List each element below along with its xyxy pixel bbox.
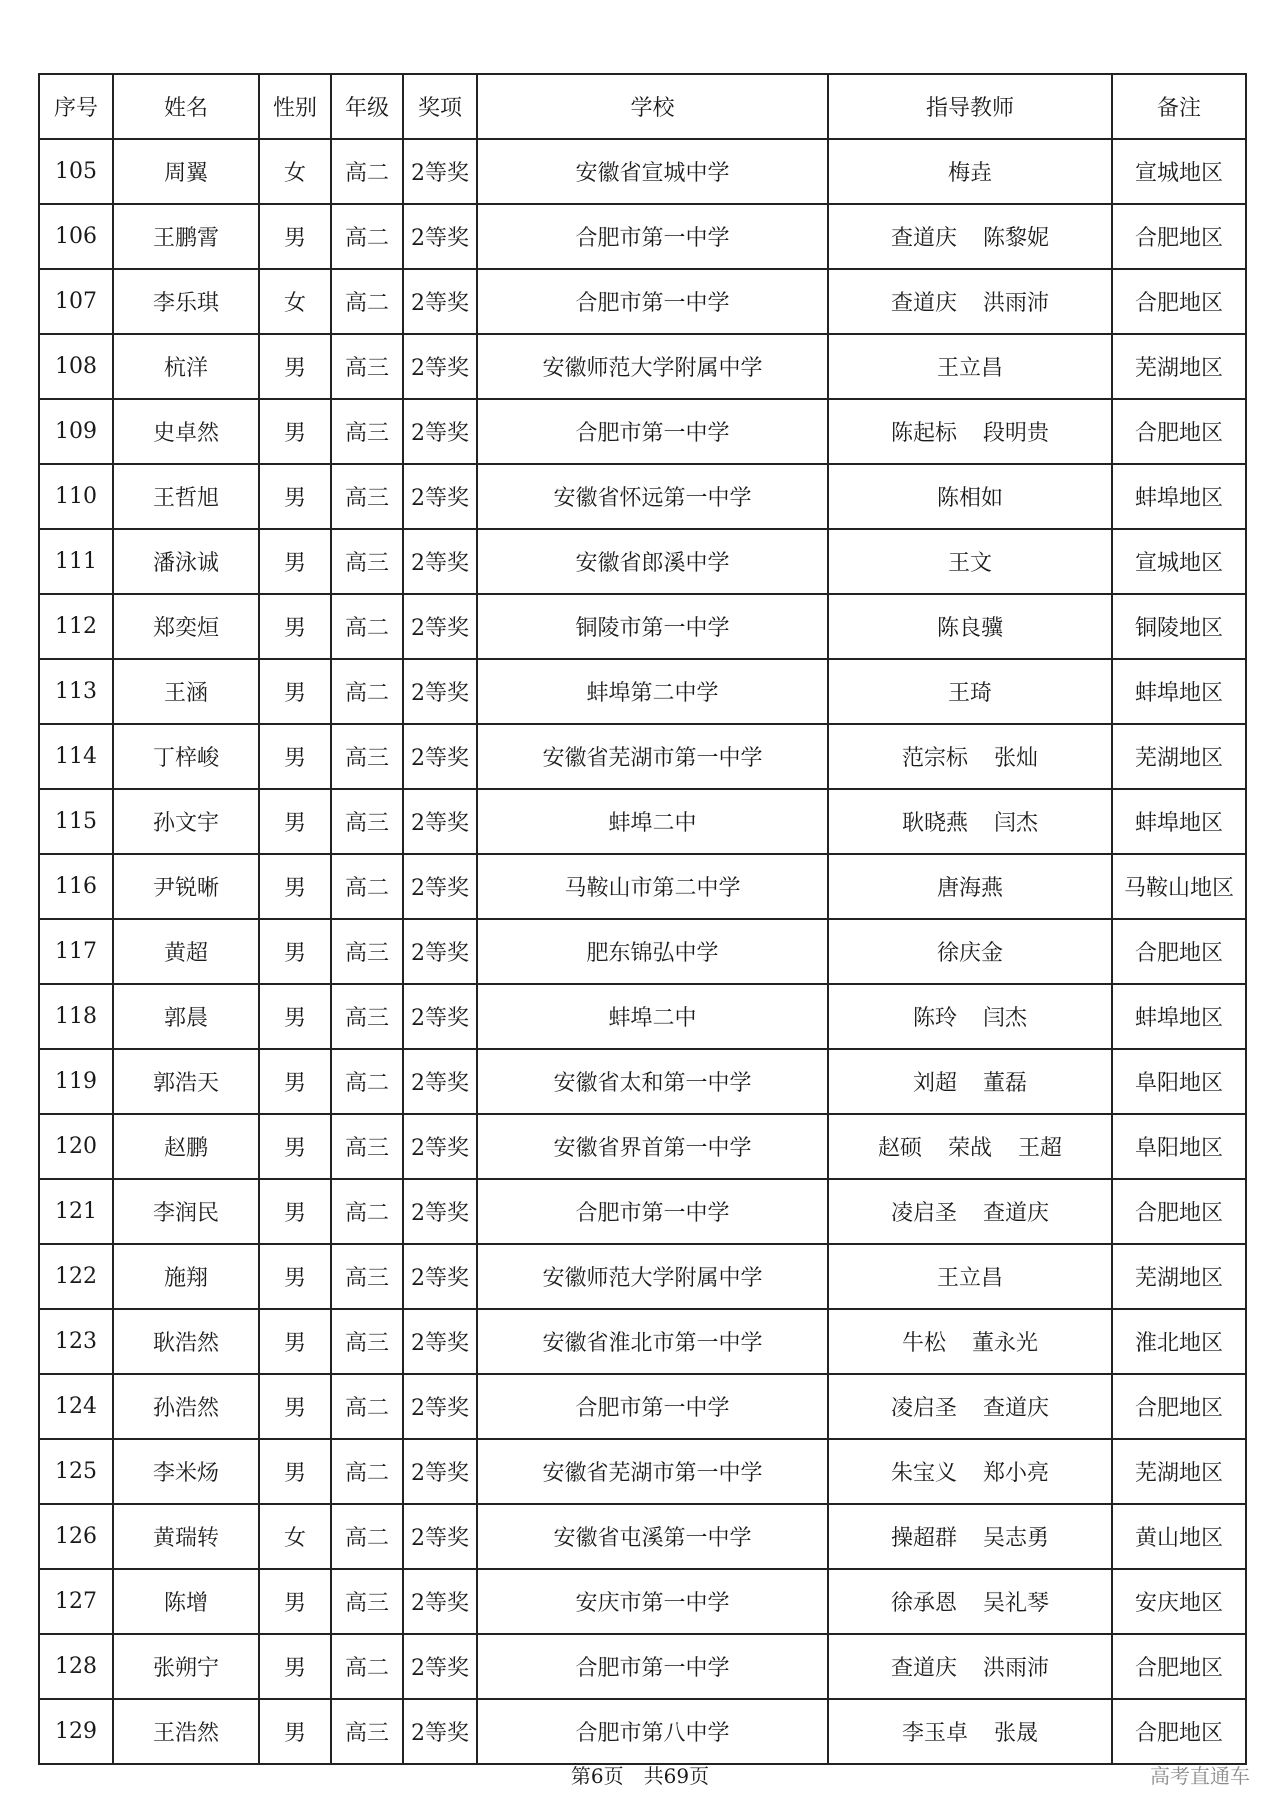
- teacher-name: 张晟: [994, 1721, 1039, 1746]
- cell-gender: 男: [259, 789, 331, 854]
- cell-grade: 高二: [331, 1504, 403, 1569]
- cell-note: 蚌埠地区: [1112, 659, 1246, 724]
- cell-note: 合肥地区: [1112, 1634, 1246, 1699]
- table-row: [39, 1049, 1246, 1114]
- cell-grade: 高二: [331, 1049, 403, 1114]
- cell-school: 安徽省太和第一中学: [477, 1049, 828, 1114]
- cell-name: 史卓然: [113, 399, 259, 464]
- table-row: [39, 399, 1246, 464]
- cell-name: 李润民: [113, 1179, 259, 1244]
- cell-award: 2等奖: [403, 269, 477, 334]
- cell-name: 张朔宁: [113, 1634, 259, 1699]
- cell-school: 合肥市第一中学: [477, 1374, 828, 1439]
- cell-grade: 高三: [331, 919, 403, 984]
- table-row: [39, 464, 1246, 529]
- cell-grade: 高二: [331, 1374, 403, 1439]
- cell-note: 铜陵地区: [1112, 594, 1246, 659]
- teacher-name: 闫杰: [983, 1006, 1028, 1031]
- table-row: [39, 1569, 1246, 1634]
- teacher-name: 王超: [1018, 1136, 1063, 1161]
- cell-name: 施翔: [113, 1244, 259, 1309]
- cell-grade: 高三: [331, 1114, 403, 1179]
- teacher-name: 查道庆: [890, 291, 957, 316]
- cell-grade: 高二: [331, 659, 403, 724]
- cell-gender: 男: [259, 464, 331, 529]
- teacher-name: 陈玲: [912, 1006, 957, 1031]
- awards-table: [38, 73, 1247, 1765]
- cell-grade: 高二: [331, 204, 403, 269]
- cell-note: 合肥地区: [1112, 1374, 1246, 1439]
- cell-award: 2等奖: [403, 334, 477, 399]
- teacher-name: 王文: [947, 551, 992, 576]
- teacher-name: 陈起标: [890, 421, 957, 446]
- cell-note: 宣城地区: [1112, 139, 1246, 204]
- cell-seq: 114: [39, 724, 113, 789]
- cell-name: 王涵: [113, 659, 259, 724]
- cell-seq: 126: [39, 1504, 113, 1569]
- cell-gender: 男: [259, 399, 331, 464]
- header-school: 学校: [477, 74, 828, 139]
- table-row: [39, 1504, 1246, 1569]
- cell-teachers: [828, 1504, 1112, 1569]
- cell-teachers: [828, 659, 1112, 724]
- cell-teachers: [828, 464, 1112, 529]
- cell-award: 2等奖: [403, 1569, 477, 1634]
- cell-seq: 121: [39, 1179, 113, 1244]
- cell-note: 合肥地区: [1112, 399, 1246, 464]
- cell-name: 孙文宇: [113, 789, 259, 854]
- cell-note: 蚌埠地区: [1112, 464, 1246, 529]
- teacher-name: 王立昌: [936, 1266, 1003, 1291]
- cell-name: 郭浩天: [113, 1049, 259, 1114]
- cell-name: 李米炀: [113, 1439, 259, 1504]
- cell-gender: 男: [259, 659, 331, 724]
- teacher-name: 吴志勇: [983, 1526, 1050, 1551]
- cell-award: 2等奖: [403, 1179, 477, 1244]
- table-row: [39, 204, 1246, 269]
- header-award: 奖项: [403, 74, 477, 139]
- cell-school: 合肥市第一中学: [477, 1179, 828, 1244]
- cell-grade: 高三: [331, 1699, 403, 1764]
- cell-seq: 122: [39, 1244, 113, 1309]
- cell-note: 阜阳地区: [1112, 1049, 1246, 1114]
- teacher-name: 洪雨沛: [983, 291, 1050, 316]
- cell-grade: 高三: [331, 1244, 403, 1309]
- watermark: 高考直通车: [1150, 1764, 1250, 1788]
- teacher-name: 张灿: [994, 746, 1039, 771]
- cell-note: 芜湖地区: [1112, 1244, 1246, 1309]
- cell-award: 2等奖: [403, 529, 477, 594]
- cell-note: 蚌埠地区: [1112, 789, 1246, 854]
- cell-school: 安徽省芜湖市第一中学: [477, 724, 828, 789]
- cell-school: 安徽师范大学附属中学: [477, 334, 828, 399]
- cell-gender: 男: [259, 919, 331, 984]
- cell-gender: 男: [259, 1569, 331, 1634]
- cell-award: 2等奖: [403, 1699, 477, 1764]
- cell-name: 孙浩然: [113, 1374, 259, 1439]
- cell-seq: 106: [39, 204, 113, 269]
- table-row: [39, 724, 1246, 789]
- table-row: [39, 269, 1246, 334]
- cell-seq: 108: [39, 334, 113, 399]
- cell-gender: 男: [259, 1179, 331, 1244]
- header-grade: 年级: [331, 74, 403, 139]
- cell-name: 王浩然: [113, 1699, 259, 1764]
- cell-teachers: [828, 919, 1112, 984]
- cell-school: 安庆市第一中学: [477, 1569, 828, 1634]
- cell-seq: 116: [39, 854, 113, 919]
- teacher-name: 陈良骥: [936, 616, 1003, 641]
- cell-award: 2等奖: [403, 139, 477, 204]
- table-row: [39, 984, 1246, 1049]
- teacher-name: 王立昌: [936, 356, 1003, 381]
- cell-grade: 高二: [331, 1439, 403, 1504]
- teacher-name: 闫杰: [994, 811, 1039, 836]
- cell-name: 丁梓峻: [113, 724, 259, 789]
- header-name: 姓名: [113, 74, 259, 139]
- cell-gender: 女: [259, 139, 331, 204]
- cell-award: 2等奖: [403, 1374, 477, 1439]
- cell-school: 安徽省屯溪第一中学: [477, 1504, 828, 1569]
- cell-school: 合肥市第一中学: [477, 204, 828, 269]
- cell-name: 黄瑞转: [113, 1504, 259, 1569]
- cell-teachers: [828, 854, 1112, 919]
- cell-name: 耿浩然: [113, 1309, 259, 1374]
- table-row: [39, 1114, 1246, 1179]
- cell-teachers: [828, 594, 1112, 659]
- cell-school: 马鞍山市第二中学: [477, 854, 828, 919]
- teacher-name: 洪雨沛: [983, 1656, 1050, 1681]
- cell-award: 2等奖: [403, 1504, 477, 1569]
- cell-name: 尹锐晰: [113, 854, 259, 919]
- table-row: [39, 1699, 1246, 1764]
- cell-seq: 109: [39, 399, 113, 464]
- cell-gender: 男: [259, 1699, 331, 1764]
- cell-seq: 113: [39, 659, 113, 724]
- cell-award: 2等奖: [403, 594, 477, 659]
- cell-award: 2等奖: [403, 724, 477, 789]
- cell-school: 蚌埠二中: [477, 984, 828, 1049]
- cell-note: 宣城地区: [1112, 529, 1246, 594]
- cell-teachers: [828, 1374, 1112, 1439]
- cell-school: 合肥市第一中学: [477, 1634, 828, 1699]
- table-row: [39, 789, 1246, 854]
- cell-seq: 115: [39, 789, 113, 854]
- cell-name: 王鹏霄: [113, 204, 259, 269]
- cell-teachers: [828, 204, 1112, 269]
- cell-teachers: [828, 1244, 1112, 1309]
- cell-school: 安徽省宣城中学: [477, 139, 828, 204]
- teacher-name: 操超群: [890, 1526, 957, 1551]
- cell-grade: 高三: [331, 464, 403, 529]
- cell-grade: 高二: [331, 1634, 403, 1699]
- teacher-name: 陈相如: [936, 486, 1003, 511]
- header-note: 备注: [1112, 74, 1246, 139]
- cell-school: 合肥市第一中学: [477, 399, 828, 464]
- teacher-name: 徐庆金: [936, 941, 1003, 966]
- cell-name: 潘泳诚: [113, 529, 259, 594]
- cell-award: 2等奖: [403, 399, 477, 464]
- teacher-name: 耿晓燕: [901, 811, 968, 836]
- cell-teachers: [828, 1179, 1112, 1244]
- cell-teachers: [828, 1309, 1112, 1374]
- cell-award: 2等奖: [403, 1439, 477, 1504]
- cell-school: 铜陵市第一中学: [477, 594, 828, 659]
- cell-note: 合肥地区: [1112, 1179, 1246, 1244]
- teacher-name: 梅垚: [947, 161, 992, 186]
- cell-school: 蚌埠二中: [477, 789, 828, 854]
- teacher-name: 查道庆: [890, 226, 957, 251]
- header-gender: 性别: [259, 74, 331, 139]
- cell-note: 安庆地区: [1112, 1569, 1246, 1634]
- cell-note: 芜湖地区: [1112, 1439, 1246, 1504]
- cell-note: 合肥地区: [1112, 1699, 1246, 1764]
- teacher-name: 查道庆: [983, 1201, 1050, 1226]
- cell-note: 芜湖地区: [1112, 334, 1246, 399]
- cell-school: 蚌埠第二中学: [477, 659, 828, 724]
- cell-gender: 男: [259, 1049, 331, 1114]
- teacher-name: 朱宝义: [890, 1461, 957, 1486]
- cell-note: 马鞍山地区: [1112, 854, 1246, 919]
- cell-school: 肥东锦弘中学: [477, 919, 828, 984]
- page-total: 共69页: [643, 1764, 710, 1788]
- cell-school: 安徽省郎溪中学: [477, 529, 828, 594]
- cell-gender: 男: [259, 594, 331, 659]
- cell-award: 2等奖: [403, 659, 477, 724]
- teacher-name: 赵硕: [877, 1136, 922, 1161]
- cell-teachers: [828, 139, 1112, 204]
- table-row: [39, 659, 1246, 724]
- table-row: [39, 334, 1246, 399]
- teacher-name: 王琦: [947, 681, 992, 706]
- cell-name: 王哲旭: [113, 464, 259, 529]
- cell-note: 合肥地区: [1112, 204, 1246, 269]
- table-row: [39, 1374, 1246, 1439]
- cell-name: 黄超: [113, 919, 259, 984]
- cell-grade: 高二: [331, 594, 403, 659]
- teacher-name: 董永光: [972, 1331, 1039, 1356]
- cell-gender: 男: [259, 529, 331, 594]
- cell-note: 淮北地区: [1112, 1309, 1246, 1374]
- cell-teachers: [828, 1439, 1112, 1504]
- cell-seq: 120: [39, 1114, 113, 1179]
- table-row: [39, 919, 1246, 984]
- cell-award: 2等奖: [403, 1114, 477, 1179]
- cell-gender: 女: [259, 1504, 331, 1569]
- cell-award: 2等奖: [403, 984, 477, 1049]
- cell-teachers: [828, 529, 1112, 594]
- cell-seq: 110: [39, 464, 113, 529]
- cell-award: 2等奖: [403, 464, 477, 529]
- cell-note: 芜湖地区: [1112, 724, 1246, 789]
- header-teachers: 指导教师: [828, 74, 1112, 139]
- teacher-name: 凌启圣: [890, 1201, 957, 1226]
- cell-school: 合肥市第八中学: [477, 1699, 828, 1764]
- cell-teachers: [828, 1569, 1112, 1634]
- cell-note: 合肥地区: [1112, 269, 1246, 334]
- cell-seq: 117: [39, 919, 113, 984]
- cell-school: 安徽师范大学附属中学: [477, 1244, 828, 1309]
- cell-gender: 男: [259, 334, 331, 399]
- cell-gender: 女: [259, 269, 331, 334]
- cell-name: 杭洋: [113, 334, 259, 399]
- cell-name: 郭晨: [113, 984, 259, 1049]
- cell-note: 蚌埠地区: [1112, 984, 1246, 1049]
- teacher-name: 郑小亮: [983, 1461, 1050, 1486]
- cell-grade: 高三: [331, 1569, 403, 1634]
- table-body: [39, 139, 1246, 1764]
- cell-gender: 男: [259, 724, 331, 789]
- cell-seq: 124: [39, 1374, 113, 1439]
- teacher-name: 荣战: [947, 1136, 992, 1161]
- cell-seq: 118: [39, 984, 113, 1049]
- teacher-name: 李玉卓: [901, 1721, 968, 1746]
- cell-gender: 男: [259, 1244, 331, 1309]
- cell-teachers: [828, 1699, 1112, 1764]
- cell-seq: 125: [39, 1439, 113, 1504]
- cell-award: 2等奖: [403, 919, 477, 984]
- cell-award: 2等奖: [403, 789, 477, 854]
- cell-seq: 123: [39, 1309, 113, 1374]
- cell-grade: 高二: [331, 854, 403, 919]
- cell-grade: 高三: [331, 529, 403, 594]
- table-row: [39, 1244, 1246, 1309]
- cell-gender: 男: [259, 204, 331, 269]
- header-row: [39, 74, 1246, 139]
- teacher-name: 查道庆: [890, 1656, 957, 1681]
- teacher-name: 查道庆: [983, 1396, 1050, 1421]
- table-row: [39, 1634, 1246, 1699]
- cell-grade: 高三: [331, 984, 403, 1049]
- cell-gender: 男: [259, 1374, 331, 1439]
- cell-award: 2等奖: [403, 1244, 477, 1309]
- teacher-name: 吴礼琴: [983, 1591, 1050, 1616]
- cell-name: 周翼: [113, 139, 259, 204]
- cell-seq: 129: [39, 1699, 113, 1764]
- cell-name: 郑奕烜: [113, 594, 259, 659]
- cell-grade: 高三: [331, 334, 403, 399]
- cell-note: 黄山地区: [1112, 1504, 1246, 1569]
- cell-award: 2等奖: [403, 1634, 477, 1699]
- cell-name: 陈增: [113, 1569, 259, 1634]
- cell-gender: 男: [259, 984, 331, 1049]
- cell-grade: 高二: [331, 139, 403, 204]
- page-footer: [0, 1760, 1280, 1789]
- cell-seq: 128: [39, 1634, 113, 1699]
- teacher-name: 唐海燕: [936, 876, 1003, 901]
- cell-teachers: [828, 269, 1112, 334]
- cell-seq: 119: [39, 1049, 113, 1114]
- cell-gender: 男: [259, 1114, 331, 1179]
- cell-school: 安徽省芜湖市第一中学: [477, 1439, 828, 1504]
- cell-grade: 高三: [331, 399, 403, 464]
- cell-teachers: [828, 984, 1112, 1049]
- cell-school: 合肥市第一中学: [477, 269, 828, 334]
- page-number: 第6页: [570, 1764, 624, 1788]
- teacher-name: 段明贵: [983, 421, 1050, 446]
- cell-seq: 105: [39, 139, 113, 204]
- cell-award: 2等奖: [403, 1309, 477, 1374]
- teacher-name: 陈黎妮: [983, 226, 1050, 251]
- cell-gender: 男: [259, 1309, 331, 1374]
- table-row: [39, 854, 1246, 919]
- cell-gender: 男: [259, 854, 331, 919]
- cell-school: 安徽省界首第一中学: [477, 1114, 828, 1179]
- teacher-name: 刘超: [912, 1071, 957, 1096]
- teacher-name: 牛松: [901, 1331, 946, 1356]
- table-row: [39, 594, 1246, 659]
- cell-name: 李乐琪: [113, 269, 259, 334]
- cell-grade: 高三: [331, 724, 403, 789]
- cell-grade: 高二: [331, 1179, 403, 1244]
- cell-teachers: [828, 334, 1112, 399]
- cell-seq: 112: [39, 594, 113, 659]
- cell-seq: 127: [39, 1569, 113, 1634]
- cell-teachers: [828, 1114, 1112, 1179]
- teacher-name: 徐承恩: [890, 1591, 957, 1616]
- cell-award: 2等奖: [403, 854, 477, 919]
- teacher-name: 范宗标: [901, 746, 968, 771]
- teacher-name: 董磊: [983, 1071, 1028, 1096]
- teacher-name: 凌启圣: [890, 1396, 957, 1421]
- cell-grade: 高三: [331, 1309, 403, 1374]
- cell-award: 2等奖: [403, 1049, 477, 1114]
- cell-gender: 男: [259, 1439, 331, 1504]
- cell-grade: 高三: [331, 789, 403, 854]
- cell-school: 安徽省怀远第一中学: [477, 464, 828, 529]
- table-row: [39, 1439, 1246, 1504]
- cell-teachers: [828, 1634, 1112, 1699]
- cell-school: 安徽省淮北市第一中学: [477, 1309, 828, 1374]
- table-row: [39, 1179, 1246, 1244]
- table-row: [39, 139, 1246, 204]
- cell-grade: 高二: [331, 269, 403, 334]
- cell-note: 合肥地区: [1112, 919, 1246, 984]
- cell-teachers: [828, 724, 1112, 789]
- cell-seq: 107: [39, 269, 113, 334]
- table-row: [39, 529, 1246, 594]
- cell-gender: 男: [259, 1634, 331, 1699]
- header-seq: 序号: [39, 74, 113, 139]
- cell-teachers: [828, 789, 1112, 854]
- cell-seq: 111: [39, 529, 113, 594]
- cell-award: 2等奖: [403, 204, 477, 269]
- cell-teachers: [828, 1049, 1112, 1114]
- cell-teachers: [828, 399, 1112, 464]
- cell-name: 赵鹏: [113, 1114, 259, 1179]
- table-row: [39, 1309, 1246, 1374]
- cell-note: 阜阳地区: [1112, 1114, 1246, 1179]
